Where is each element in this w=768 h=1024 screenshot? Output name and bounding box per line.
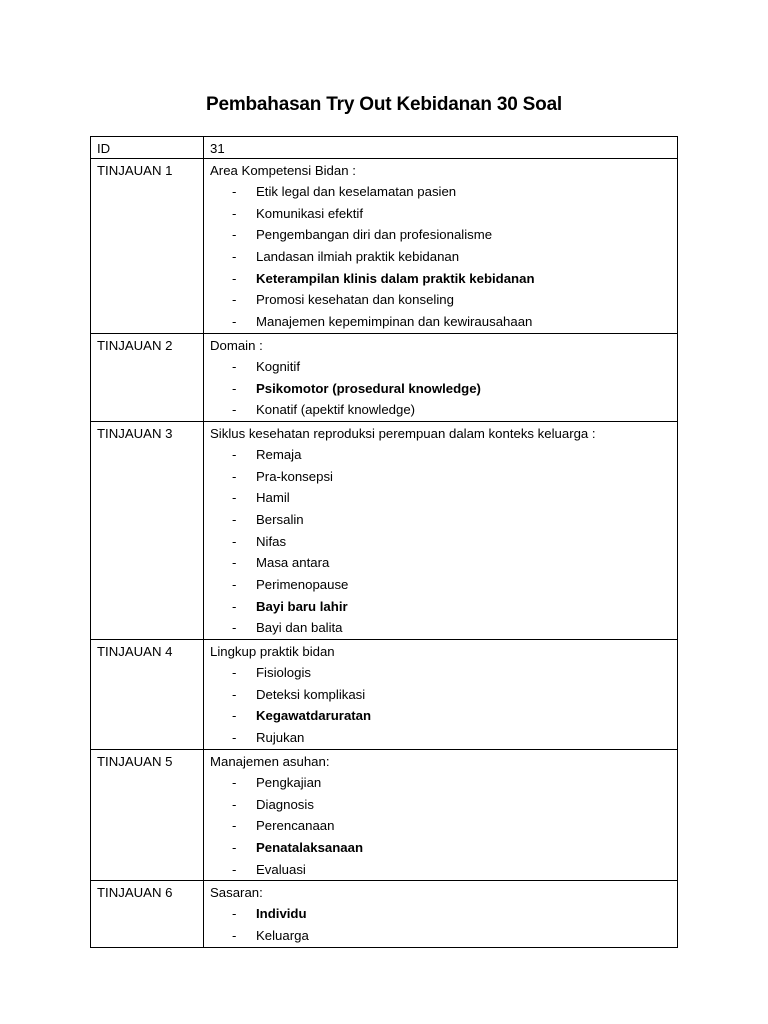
- tinjauan-content: [204, 640, 678, 750]
- tinjauan-label: TINJAUAN 1: [91, 159, 204, 334]
- dash-bullet: -: [232, 490, 237, 506]
- bullet-list: [210, 903, 677, 946]
- bullet-list: [210, 444, 677, 639]
- tinjauan-heading: Siklus kesehatan reproduksi perempuan dalam konteks keluarga :: [210, 425, 596, 441]
- id-row: [91, 137, 678, 159]
- list-item: [210, 837, 677, 859]
- list-item-text: Psikomotor (prosedural knowledge): [256, 380, 481, 396]
- list-item-text: Bayi baru lahir: [256, 598, 348, 614]
- dash-bullet: -: [232, 774, 237, 790]
- dash-bullet: -: [232, 227, 237, 243]
- list-item: [210, 181, 677, 203]
- list-item: [210, 289, 677, 311]
- list-item: [210, 794, 677, 816]
- list-item: [210, 531, 677, 553]
- list-item: [210, 487, 677, 509]
- tinjauan-heading: Domain :: [210, 337, 263, 353]
- tinjauan-label: TINJAUAN 5: [91, 749, 204, 880]
- dash-bullet: -: [232, 270, 237, 286]
- dash-bullet: -: [232, 511, 237, 527]
- dash-bullet: -: [232, 184, 237, 199]
- dash-bullet: -: [232, 839, 237, 855]
- list-item: [210, 466, 677, 488]
- list-item: [210, 203, 677, 225]
- list-item-text: Fisiologis: [256, 665, 311, 681]
- list-item: [210, 224, 677, 246]
- list-item: [210, 246, 677, 268]
- list-item: [210, 596, 677, 618]
- bullet-list: [210, 356, 677, 421]
- dash-bullet: -: [232, 577, 237, 592]
- dash-bullet: -: [232, 818, 237, 834]
- list-item: [210, 772, 677, 794]
- list-item-text: Perencanaan: [256, 818, 335, 834]
- id-value: 31: [204, 137, 678, 159]
- list-item-text: Pengkajian: [256, 774, 322, 790]
- list-item-text: Diagnosis: [256, 796, 314, 812]
- list-item-text: Bayi dan balita: [256, 620, 343, 636]
- tinjauan-content: [204, 421, 678, 639]
- list-item-text: Hamil: [256, 490, 290, 506]
- list-item-text: Konatif (apektif knowledge): [256, 402, 416, 418]
- tinjauan-content: [204, 749, 678, 880]
- tinjauan-content: [204, 159, 678, 334]
- list-item-text: Keluarga: [256, 927, 309, 943]
- list-item-text: Deteksi komplikasi: [256, 686, 366, 702]
- bullet-list: [210, 181, 677, 333]
- dash-bullet: -: [232, 665, 237, 681]
- tinjauan-label: TINJAUAN 2: [91, 333, 204, 421]
- tinjauan-content: [204, 333, 678, 421]
- list-item: [210, 903, 677, 925]
- tinjauan-content: [204, 881, 678, 947]
- dash-bullet: -: [232, 796, 237, 812]
- list-item-text: Nifas: [256, 533, 287, 549]
- bullet-list: [210, 772, 677, 880]
- list-item: [210, 859, 677, 881]
- dash-bullet: -: [232, 686, 237, 702]
- list-item: [210, 684, 677, 706]
- list-item: [210, 552, 677, 574]
- dash-bullet: -: [232, 292, 237, 308]
- dash-bullet: -: [232, 380, 237, 396]
- document-title: Pembahasan Try Out Kebidanan 30 Soal: [205, 94, 563, 115]
- list-item: [210, 268, 677, 290]
- dash-bullet: -: [232, 402, 237, 418]
- list-item-text: Pra-konsepsi: [256, 468, 333, 484]
- list-item-text: Perimenopause: [256, 577, 349, 592]
- list-item: [210, 705, 677, 727]
- list-item-text: Masa antara: [256, 555, 330, 571]
- list-item: [210, 311, 677, 333]
- list-item: [210, 378, 677, 400]
- list-item-text: Penatalaksanaan: [256, 839, 364, 855]
- dash-bullet: -: [232, 249, 237, 265]
- dash-bullet: -: [232, 598, 237, 614]
- dash-bullet: -: [232, 620, 237, 636]
- tinjauan-row: [91, 749, 678, 880]
- list-item: [210, 509, 677, 531]
- list-item-text: Individu: [256, 906, 307, 922]
- tinjauan-heading: Area Kompetensi Bidan :: [210, 163, 356, 178]
- id-label: ID: [91, 137, 204, 159]
- list-item-text: Rujukan: [256, 730, 305, 746]
- dash-bullet: -: [232, 708, 237, 724]
- list-item: [210, 574, 677, 596]
- list-item-text: Etik legal dan keselamatan pasien: [256, 184, 457, 199]
- list-item-text: Pengembangan diri dan profesionalisme: [256, 227, 493, 243]
- list-item: [210, 444, 677, 466]
- dash-bullet: -: [232, 446, 237, 462]
- tinjauan-row: [91, 881, 678, 947]
- list-item-text: Evaluasi: [256, 861, 306, 877]
- dash-bullet: -: [232, 205, 237, 221]
- dash-bullet: -: [232, 314, 237, 330]
- tinjauan-heading: Manajemen asuhan:: [210, 753, 330, 769]
- bullet-list: [210, 662, 677, 749]
- list-item-text: Promosi kesehatan dan konseling: [256, 292, 454, 308]
- list-item-text: Kognitif: [256, 358, 300, 374]
- list-item-text: Komunikasi efektif: [256, 205, 364, 221]
- list-item: [210, 356, 677, 378]
- list-item-text: Landasan ilmiah praktik kebidanan: [256, 249, 460, 265]
- list-item-text: Kegawatdaruratan: [256, 708, 372, 724]
- list-item: [210, 617, 677, 639]
- list-item: [210, 727, 677, 749]
- tinjauan-label: TINJAUAN 6: [91, 881, 204, 947]
- review-table: [90, 136, 678, 948]
- list-item-text: Keterampilan klinis dalam praktik kebidanan: [256, 270, 535, 286]
- tinjauan-row: [91, 333, 678, 421]
- tinjauan-row: [91, 421, 678, 639]
- tinjauan-heading: Sasaran:: [210, 885, 263, 901]
- list-item: [210, 662, 677, 684]
- dash-bullet: -: [232, 730, 237, 746]
- list-item: [210, 925, 677, 947]
- tinjauan-label: TINJAUAN 3: [91, 421, 204, 639]
- dash-bullet: -: [232, 555, 237, 571]
- list-item: [210, 399, 677, 421]
- tinjauan-row: [91, 159, 678, 334]
- dash-bullet: -: [232, 927, 237, 943]
- tinjauan-label: TINJAUAN 4: [91, 640, 204, 750]
- review-table-body: [91, 137, 678, 948]
- list-item-text: Remaja: [256, 446, 302, 462]
- dash-bullet: -: [232, 468, 237, 484]
- dash-bullet: -: [232, 861, 237, 877]
- dash-bullet: -: [232, 906, 237, 922]
- list-item: [210, 815, 677, 837]
- list-item-text: Manajemen kepemimpinan dan kewirausahaan: [256, 314, 533, 330]
- dash-bullet: -: [232, 533, 237, 549]
- tinjauan-row: [91, 640, 678, 750]
- list-item-text: Bersalin: [256, 511, 304, 527]
- tinjauan-heading: Lingkup praktik bidan: [210, 644, 335, 660]
- dash-bullet: -: [232, 358, 237, 374]
